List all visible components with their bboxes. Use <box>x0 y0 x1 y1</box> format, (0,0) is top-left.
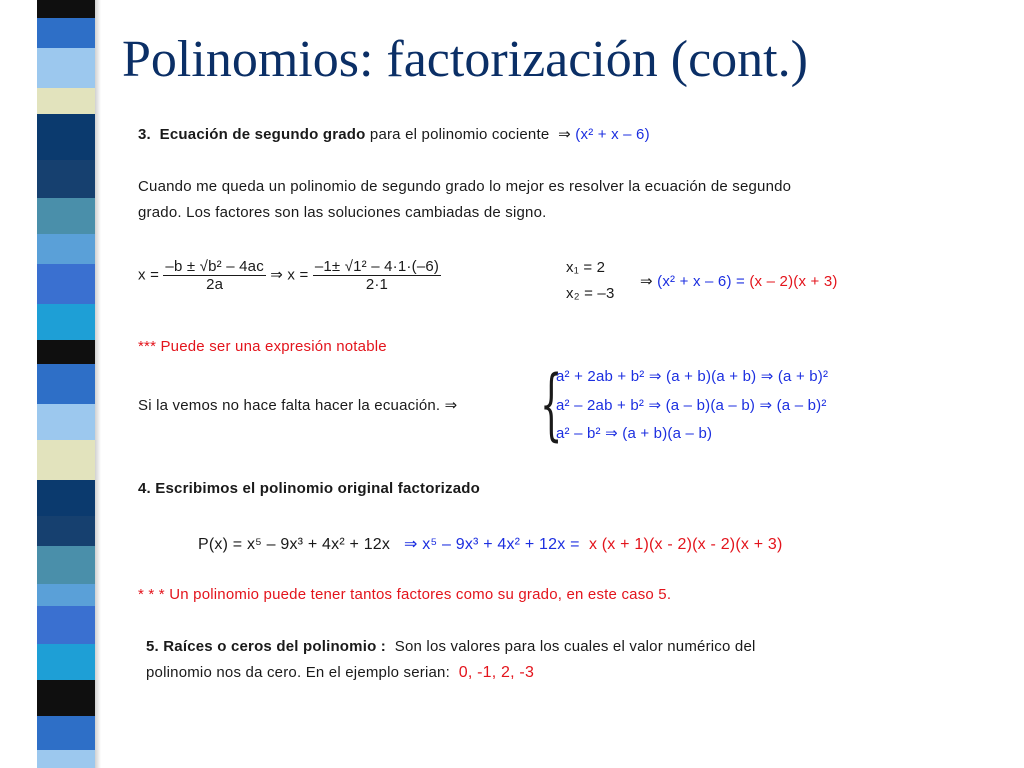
solution-x2: x₂ = –3 <box>566 285 615 302</box>
step5-text1: Son los valores para los cuales el valor numérico del <box>394 638 756 655</box>
stripe-block <box>37 304 95 340</box>
stripe-block <box>37 606 95 644</box>
implies-arrow: ⇒ <box>558 126 571 143</box>
step5-heading: 5. Raíces o ceros del polinomio : <box>146 638 386 655</box>
specific-denominator: 2·1 <box>365 276 389 293</box>
step3-paragraph-line2: grado. Los factores son las soluciones cambiadas de signo. <box>138 204 547 221</box>
stripe-block <box>37 680 95 716</box>
polynomial-factors: x (x + 1)(x - 2)(x - 2)(x + 3) <box>588 536 783 553</box>
specific-numerator: –1± √1² – 4·1·(–6) <box>314 258 440 275</box>
step3-heading: Ecuación de segundo grado <box>159 126 366 143</box>
stripe-block <box>37 516 95 546</box>
quadratic-formula <box>138 258 441 293</box>
stripe-block <box>37 198 95 234</box>
notable-note: *** Puede ser una expresión notable <box>138 338 387 355</box>
step3-text: para el polinomio cociente <box>369 126 550 143</box>
solution-x1: x₁ = 2 <box>566 259 606 276</box>
result-factors: (x – 2)(x + 3) <box>749 273 838 290</box>
step3-number: 3. <box>138 126 151 143</box>
step5-line2 <box>146 664 534 682</box>
general-denominator: 2a <box>206 276 224 293</box>
decorative-stripe-bar <box>0 0 120 768</box>
stripe-block <box>37 404 95 440</box>
step3-paragraph-line1: Cuando me queda un polinomio de segundo grado lo mejor es resolver la ecuación de segundo <box>138 178 792 195</box>
factored-polynomial <box>198 534 783 554</box>
quotient-polynomial: (x² + x – 6) <box>575 126 650 143</box>
stripe-block <box>37 546 95 584</box>
stripe-block <box>37 264 95 304</box>
stripe-block <box>37 750 95 768</box>
stripe-block <box>37 440 95 480</box>
x-equals: x = <box>138 266 160 284</box>
polynomial-lhs: P(x) = x⁵ – 9x³ + 4x² + 12x <box>198 536 391 553</box>
stripe-block <box>37 0 95 18</box>
step4-note: * * * Un polinomio puede tener tantos factores como su grado, en este caso 5. <box>138 586 672 603</box>
stripe-block <box>37 88 95 114</box>
stripe-block <box>37 18 95 48</box>
step3-line <box>138 125 650 143</box>
stripe-block <box>37 114 95 160</box>
step5-text2: polinomio nos da cero. En el ejemplo serian: <box>146 664 450 681</box>
implies-arrow: ⇒ <box>640 273 653 290</box>
notable-square-difference: a² – 2ab + b² ⇒ (a – b)(a – b) ⇒ (a – b)² <box>556 397 827 414</box>
factored-result <box>640 272 838 290</box>
slide-title: Polinomios: factorización (cont.) <box>122 31 808 88</box>
stripe-block <box>37 364 95 404</box>
polynomial-mid: ⇒ x⁵ – 9x³ + 4x² + 12x = <box>404 536 580 553</box>
result-polynomial: (x² + x – 6) = <box>657 273 745 290</box>
stripe-block <box>37 584 95 606</box>
notable-intro: Si la vemos no hace falta hacer la ecuación. ⇒ <box>138 397 458 414</box>
step4-heading: 4. Escribimos el polinomio original factorizado <box>138 480 480 497</box>
notable-square-sum: a² + 2ab + b² ⇒ (a + b)(a + b) ⇒ (a + b)² <box>556 368 829 385</box>
general-fraction <box>163 258 265 293</box>
stripe-block <box>37 48 95 88</box>
implies-x-equals: ⇒ x = <box>270 266 309 284</box>
roots-list: 0, -1, 2, -3 <box>458 664 535 681</box>
specific-fraction <box>313 258 441 293</box>
stripe-block <box>37 160 95 198</box>
left-brace: { <box>540 360 563 450</box>
step5-line1 <box>146 638 756 655</box>
stripe-block <box>37 234 95 264</box>
stripe-block <box>37 716 95 750</box>
stripe-block <box>37 644 95 680</box>
stripe-block <box>37 480 95 516</box>
general-numerator: –b ± √b² – 4ac <box>165 258 264 275</box>
notable-difference-of-squares: a² – b² ⇒ (a + b)(a – b) <box>556 425 713 442</box>
stripe-block <box>37 340 95 364</box>
